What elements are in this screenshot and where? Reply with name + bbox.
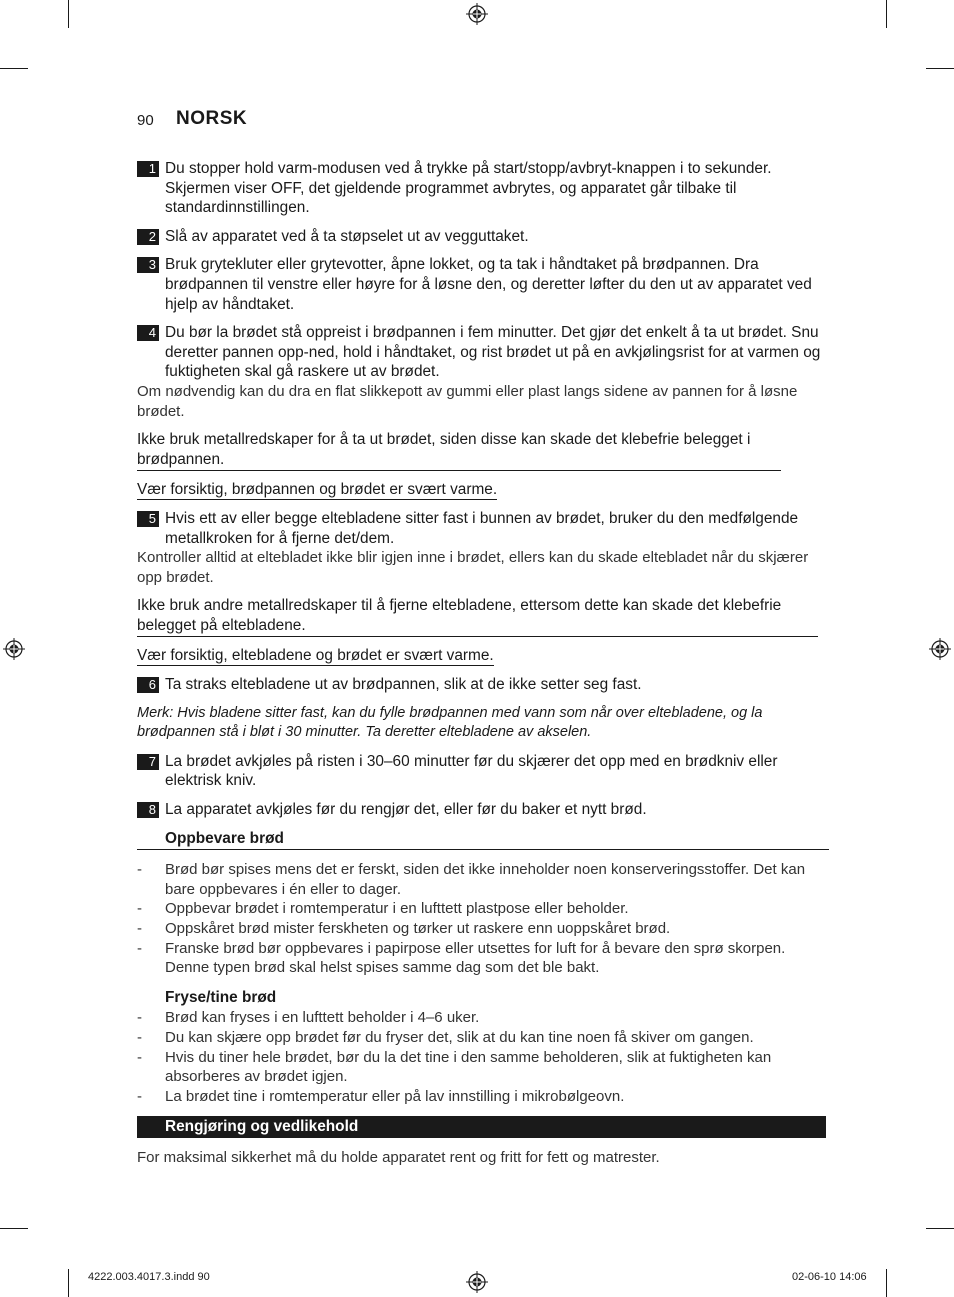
freeze-bread-heading: Fryse/tine brød bbox=[165, 988, 277, 1006]
step-4 bbox=[137, 323, 829, 382]
step-number: 2 bbox=[137, 229, 159, 245]
step-number: 8 bbox=[137, 802, 159, 818]
list-item: - Brød kan fryses i en lufttett beholder i 4–6 uker. bbox=[137, 1009, 480, 1027]
merk-note: Merk: Hvis bladene sitter fast, kan du fylle brødpannen med vann som når over eltebladene, og la brødpannen stå i bløt i 30 minutter. Ta deretter eltebladene av akselen. bbox=[137, 704, 763, 741]
registration-mark-icon bbox=[466, 3, 488, 25]
list-item: - La brødet tine i romtemperatur eller på lav innstilling i mikrobølgeovn. bbox=[137, 1087, 625, 1105]
language-title: NORSK bbox=[176, 108, 248, 129]
footer-file: 4222.003.4017.3.indd 90 bbox=[88, 1271, 210, 1283]
step-number: 5 bbox=[137, 511, 159, 527]
step-7 bbox=[137, 752, 829, 791]
step-text: Bruk grytekluter eller grytevotter, åpne lokket, og ta tak i håndtaket på brødpannen. Dra brødpannen til venstre eller høyre for å løsne den, og deretter løfter du den ut av apparatet ved hjelp av håndtaket. bbox=[165, 256, 812, 313]
crop-mark-icon bbox=[886, 1269, 887, 1297]
warning-text: Ikke bruk metallredskaper for å ta ut brødet, siden disse kan skade det klebefrie belegget i brødpannen. bbox=[137, 430, 781, 471]
list-item: - Oppskåret brød mister ferskheten og tørker ut raskere enn uoppskåret brød. bbox=[137, 920, 671, 937]
step-5 bbox=[137, 509, 829, 548]
crop-mark-icon bbox=[0, 1228, 28, 1229]
list-item: - Franske brød bør oppbevares i papirpose eller utsettes for luft for å bevare den sprø skorpen. Denne typen brød skal helst spises samme dag som det ble bakt. bbox=[137, 939, 786, 977]
step-number: 7 bbox=[137, 754, 159, 770]
step-number: 4 bbox=[137, 325, 159, 341]
step-number: 6 bbox=[137, 677, 159, 693]
footer-date: 02-06-10 14:06 bbox=[792, 1271, 867, 1283]
step-text: La brødet avkjøles på risten i 30–60 minutter før du skjærer det opp med en brødkniv eller elektrisk kniv. bbox=[165, 752, 778, 790]
step-text: Ta straks eltebladene ut av brødpannen, slik at de ikke setter seg fast. bbox=[165, 676, 642, 694]
registration-mark-icon bbox=[929, 638, 951, 660]
crop-mark-icon bbox=[68, 0, 69, 28]
store-bread-list bbox=[137, 860, 829, 978]
step-text: Hvis ett av eller begge eltebladene sitter fast i bunnen av brødet, bruker du den medfølgende metallkroken for å fjerne det/dem. bbox=[165, 509, 799, 547]
crop-mark-icon bbox=[0, 68, 28, 69]
step-note: Kontroller alltid at eltebladet ikke blir igjen inne i brødet, ellers kan du skade eltebladet når du skjærer opp brødet. bbox=[137, 549, 809, 586]
page-content bbox=[137, 159, 829, 1168]
list-item: - Oppbevar brødet i romtemperatur i en lufttett plastpose eller beholder. bbox=[137, 900, 629, 918]
step-number: 3 bbox=[137, 257, 159, 273]
step-8 bbox=[137, 800, 829, 820]
step-2 bbox=[137, 227, 829, 247]
list-item: - Hvis du tiner hele brødet, bør du la det tine i den samme beholderen, slik at fuktigheten kan absorberes av brødet igjen. bbox=[137, 1048, 772, 1086]
freeze-bread-list bbox=[137, 1008, 829, 1106]
section-heading-cleaning: Rengjøring og vedlikehold bbox=[137, 1116, 826, 1138]
step-1 bbox=[137, 159, 829, 218]
step-note: Om nødvendig kan du dra en flat slikkepott av gummi eller plast langs sidene av pannen for å løsne brødet. bbox=[137, 382, 798, 420]
page-number: 90 bbox=[137, 112, 154, 129]
step-text: Du stopper hold varm-modusen ved å trykke på start/stopp/avbryt-knappen i to sekunder. Skjermen viser OFF, det gjeldende programmet avbrytes, og apparatet går tilbake til standardinnstillingen. bbox=[165, 160, 772, 217]
warning-text: Ikke bruk andre metallredskaper til å fjerne eltebladene, ettersom dette kan skade det klebefrie belegget på eltebladene. bbox=[137, 596, 818, 637]
caution-text-line: Vær forsiktig, brødpannen og brødet er svært varme. bbox=[137, 481, 498, 499]
caution-text bbox=[137, 480, 829, 500]
caution-text-line: Vær forsiktig, eltebladene og brødet er svært varme. bbox=[137, 647, 494, 665]
crop-mark-icon bbox=[926, 1228, 954, 1229]
step-6 bbox=[137, 675, 829, 695]
step-text: Slå av apparatet ved å ta støpselet ut av vegguttaket. bbox=[165, 227, 529, 245]
caution-text bbox=[137, 646, 829, 666]
step-number: 1 bbox=[137, 161, 159, 177]
registration-mark-icon bbox=[3, 638, 25, 660]
step-text: La apparatet avkjøles før du rengjør det, eller før du baker et nytt brød. bbox=[165, 801, 647, 819]
list-item: - Du kan skjære opp brødet før du fryser det, slik at du kan tine noen få skiver om gangen. bbox=[137, 1028, 754, 1046]
step-3 bbox=[137, 255, 829, 314]
crop-mark-icon bbox=[886, 0, 887, 28]
section-intro: For maksimal sikkerhet må du holde apparatet rent og fritt for fett og matrester. bbox=[137, 1149, 660, 1167]
store-bread-heading: Oppbevare brød bbox=[137, 829, 829, 851]
list-item: - Brød bør spises mens det er ferskt, siden det ikke inneholder noen konserveringsstoffer. Det kan bare oppbevares i én eller to dager. bbox=[137, 861, 806, 898]
crop-mark-icon bbox=[68, 1269, 69, 1297]
crop-mark-icon bbox=[926, 68, 954, 69]
registration-mark-icon bbox=[466, 1271, 488, 1293]
step-text: Du bør la brødet stå oppreist i brødpannen i fem minutter. Det gjør det enkelt å ta ut brødet. Snu deretter pannen opp-ned, hold i håndtaket, og rist brødet ut på en avkjølingsrist for at varmen og fuktigheten skal gå raskere ut av brødet. bbox=[165, 324, 821, 381]
